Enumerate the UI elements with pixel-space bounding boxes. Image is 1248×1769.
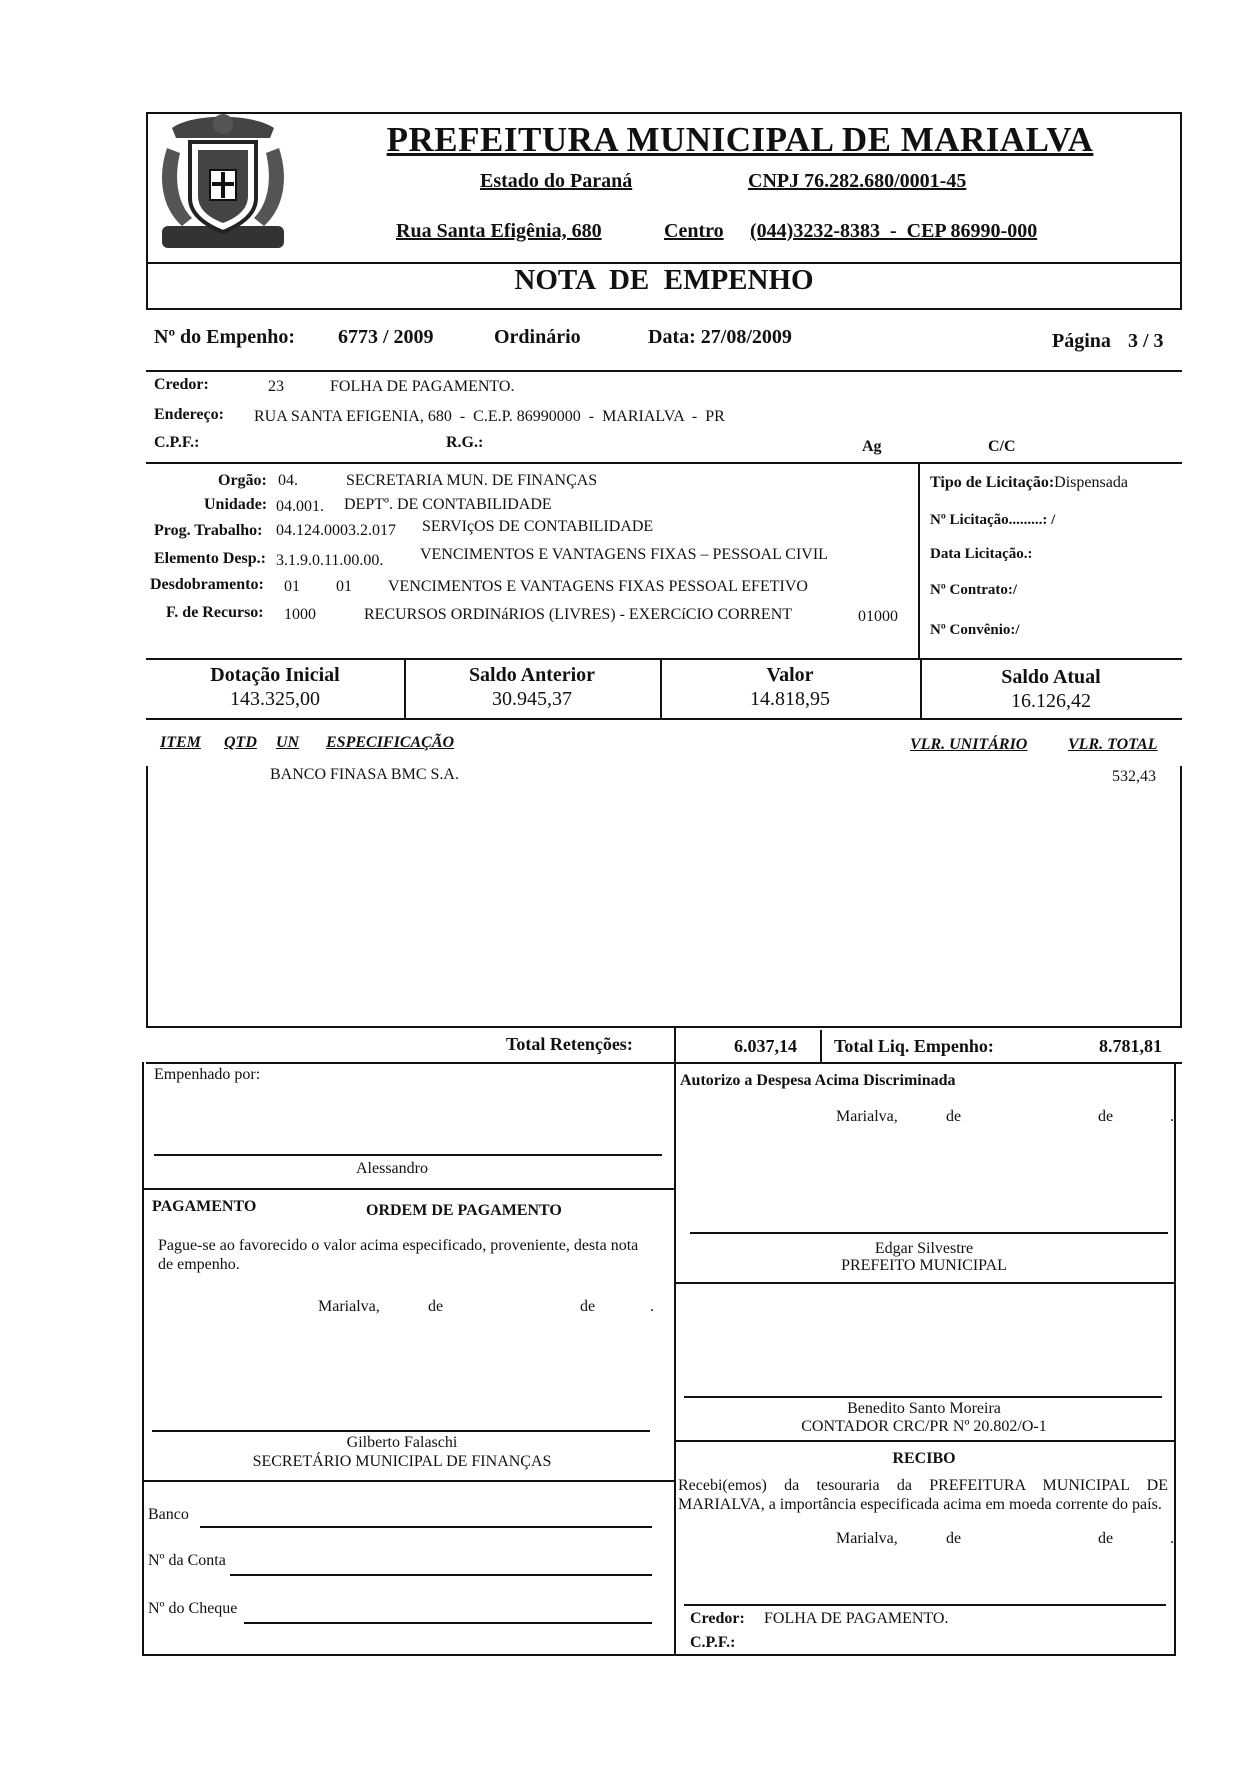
prog-label: Prog. Trabalho: — [154, 522, 263, 539]
liquido-label: Total Liq. Empenho: — [834, 1036, 994, 1056]
licitacao-type-label: Tipo de Licitação: — [930, 474, 1055, 491]
empenho-date: Data: 27/08/2009 — [648, 326, 792, 348]
right-city-1: Marialva, — [836, 1108, 898, 1125]
page-number: 3 / 3 — [1128, 330, 1164, 352]
left-de-1: de — [428, 1298, 444, 1315]
secretario-title: SECRETÁRIO MUNICIPAL DE FINANÇAS — [252, 1453, 552, 1470]
unidade-code: 04.001. — [276, 498, 324, 515]
empenho-number: 6773 / 2009 — [338, 326, 434, 348]
unidade-name: DEPTº. DE CONTABILIDADE — [344, 496, 552, 513]
elemento-label: Elemento Desp.: — [154, 550, 266, 567]
desdobramento-code-2: 01 — [336, 578, 352, 595]
signature-line — [684, 1396, 1162, 1398]
saldo-anterior-value: 30.945,37 — [492, 688, 572, 710]
totals-top-line — [146, 1026, 1182, 1028]
liquido-value: 8.781,81 — [1099, 1036, 1162, 1056]
street-label: Rua Santa Efigênia, 680 — [396, 220, 602, 242]
licitacao-number-label: Nº Licitação.........: / — [930, 512, 1056, 528]
left-de-2: de — [580, 1298, 596, 1315]
contador-name: Benedito Santo Moreira — [847, 1400, 1001, 1417]
creditor-code: 23 — [268, 378, 284, 395]
orgao-name: SECRETARIA MUN. DE FINANÇAS — [346, 472, 598, 489]
address-label: Endereço: — [154, 406, 224, 423]
banco-label: Banco — [148, 1506, 189, 1523]
signature-line — [690, 1232, 1168, 1234]
creditor-label: Credor: — [154, 376, 209, 393]
right-de-2: de — [1098, 1108, 1114, 1125]
desdobramento-label: Desdobramento: — [150, 576, 264, 593]
list-item-total: 532,43 — [1112, 768, 1156, 785]
valor-label: Valor — [766, 664, 814, 686]
rg-label: R.G.: — [446, 434, 484, 451]
vlr-total-header: VLR. TOTAL — [1068, 736, 1158, 753]
vlr-unitario-header: VLR. UNITÁRIO — [910, 736, 1028, 753]
prog-name: SERVIçOS DE CONTABILIDADE — [422, 518, 654, 535]
contador-title: CONTADOR CRC/PR Nº 20.802/O-1 — [801, 1418, 1047, 1435]
balances-bottom-line — [146, 718, 1182, 720]
licitacao-type-value: Dispensada — [1054, 474, 1128, 491]
recibo-credor-label: Credor: — [690, 1610, 745, 1627]
especificacao-header: ESPECIFICAÇÃO — [326, 734, 455, 751]
dotacao-value: 143.325,00 — [230, 688, 320, 710]
orgao-code: 04. — [278, 472, 298, 489]
divider — [674, 1282, 1176, 1284]
recibo-text: Recebi(emos) da tesouraria da PREFEITURA MUNICIPAL DE MARIALVA, a importância especificada acima em moeda corrente do país. — [678, 1477, 1168, 1513]
phone-cep-label: (044)3232-8383 - CEP 86990-000 — [750, 220, 1038, 242]
right-city-2: Marialva, — [836, 1530, 898, 1547]
cheque-field[interactable] — [244, 1622, 652, 1624]
unidade-label: Unidade: — [204, 496, 268, 513]
contrato-label: Nº Contrato:/ — [930, 582, 1018, 598]
state-label: Estado do Paraná — [480, 170, 633, 192]
totals-divider-1 — [674, 1026, 676, 1062]
item-header: ITEM — [160, 734, 201, 751]
divider — [142, 1188, 674, 1190]
left-dot: . — [650, 1298, 654, 1315]
ordem-text: Pague-se ao favorecido o valor acima especificado, proveniente, desta nota de empenho. — [158, 1237, 639, 1273]
cpf-label: C.P.F.: — [154, 434, 200, 451]
prefeito-name: Edgar Silvestre — [874, 1240, 974, 1257]
divider — [146, 462, 1182, 464]
page-title: PREFEITURA MUNICIPAL DE MARIALVA — [386, 120, 1094, 159]
divider — [674, 1440, 1176, 1442]
district-label: Centro — [664, 220, 724, 242]
cnpj-label: CNPJ 76.282.680/0001-45 — [748, 170, 967, 192]
balances-top-line — [146, 658, 1182, 660]
right-dot-2: . — [1170, 1530, 1174, 1547]
orgao-label: Orgão: — [218, 472, 267, 489]
desdobramento-name: VENCIMENTOS E VANTAGENS FIXAS PESSOAL EFETIVO — [388, 578, 808, 595]
cheque-label: Nº do Cheque — [148, 1600, 238, 1617]
un-header: UN — [276, 734, 300, 751]
saldo-atual-label: Saldo Atual — [1001, 666, 1101, 688]
autorizo-label: Autorizo a Despesa Acima Discriminada — [680, 1072, 956, 1089]
saldo-anterior-label: Saldo Anterior — [468, 664, 596, 686]
document-title: NOTA DE EMPENHO — [514, 264, 814, 296]
items-area — [146, 766, 1182, 1026]
ordem-pagamento-label: ORDEM DE PAGAMENTO — [366, 1202, 562, 1219]
bottom-vertical-divider — [674, 1062, 676, 1656]
right-dot-1: . — [1170, 1108, 1174, 1125]
recurso-name: RECURSOS ORDINáRIOS (LIVRES) - EXERCíCIO CORRENT — [364, 606, 793, 623]
empenho-number-label: Nº do Empenho: — [154, 326, 296, 348]
recurso-code: 1000 — [284, 606, 316, 623]
page-label: Página — [1052, 330, 1111, 352]
prog-code: 04.124.0003.2.017 — [276, 522, 396, 539]
right-de-3: de — [946, 1530, 962, 1547]
recurso-code-2: 01000 — [858, 608, 898, 625]
divider — [146, 370, 1182, 372]
ag-label: Ag — [862, 438, 882, 455]
divider — [142, 1480, 674, 1482]
saldo-atual-value: 16.126,42 — [1011, 690, 1091, 712]
conta-field[interactable] — [230, 1574, 652, 1576]
valor-value: 14.818,95 — [750, 688, 830, 710]
retencoes-label: Total Retenções: — [506, 1034, 633, 1054]
recibo-label: RECIBO — [892, 1450, 956, 1467]
convenio-label: Nº Convênio:/ — [930, 622, 1020, 638]
budget-vertical-divider — [918, 462, 920, 658]
creditor-name: FOLHA DE PAGAMENTO. — [330, 378, 515, 395]
desdobramento-code-1: 01 — [284, 578, 300, 595]
secretario-name: Gilberto Falaschi — [346, 1434, 458, 1451]
signature-line — [152, 1430, 650, 1432]
qtd-header: QTD — [224, 734, 257, 751]
elemento-name: VENCIMENTOS E VANTAGENS FIXAS – PESSOAL CIVIL — [420, 546, 828, 563]
signature-line — [684, 1604, 1166, 1606]
banco-field[interactable] — [200, 1526, 652, 1528]
municipal-coat-of-arms-logo — [152, 108, 294, 260]
signature-line — [154, 1154, 662, 1156]
dotacao-label: Dotação Inicial — [210, 664, 340, 686]
licitacao-date-label: Data Licitação.: — [930, 546, 1033, 562]
licitacao-type — [930, 474, 1128, 492]
cc-label: C/C — [988, 438, 1016, 455]
empenho-type: Ordinário — [494, 326, 581, 348]
right-de-1: de — [946, 1108, 962, 1125]
recibo-cpf-label: C.P.F.: — [690, 1634, 736, 1651]
retencoes-value: 6.037,14 — [734, 1036, 797, 1056]
prefeito-title: PREFEITO MUNICIPAL — [841, 1257, 1007, 1274]
bottom-box — [142, 1062, 1176, 1656]
list-item: BANCO FINASA BMC S.A. — [270, 766, 459, 783]
conta-label: Nº da Conta — [148, 1552, 226, 1569]
totals-divider-2 — [820, 1030, 822, 1062]
pagamento-label: PAGAMENTO — [152, 1198, 257, 1215]
left-city: Marialva, — [318, 1298, 380, 1315]
elemento-code: 3.1.9.0.11.00.00. — [276, 552, 384, 569]
address-value: RUA SANTA EFIGENIA, 680 - C.E.P. 86990000 - MARIALVA - PR — [254, 408, 725, 425]
recurso-label: F. de Recurso: — [166, 604, 264, 621]
recibo-credor-name: FOLHA DE PAGAMENTO. — [764, 1610, 949, 1627]
empenhado-label: Empenhado por: — [154, 1066, 261, 1083]
empenhado-name: Alessandro — [356, 1160, 428, 1177]
right-de-4: de — [1098, 1530, 1114, 1547]
